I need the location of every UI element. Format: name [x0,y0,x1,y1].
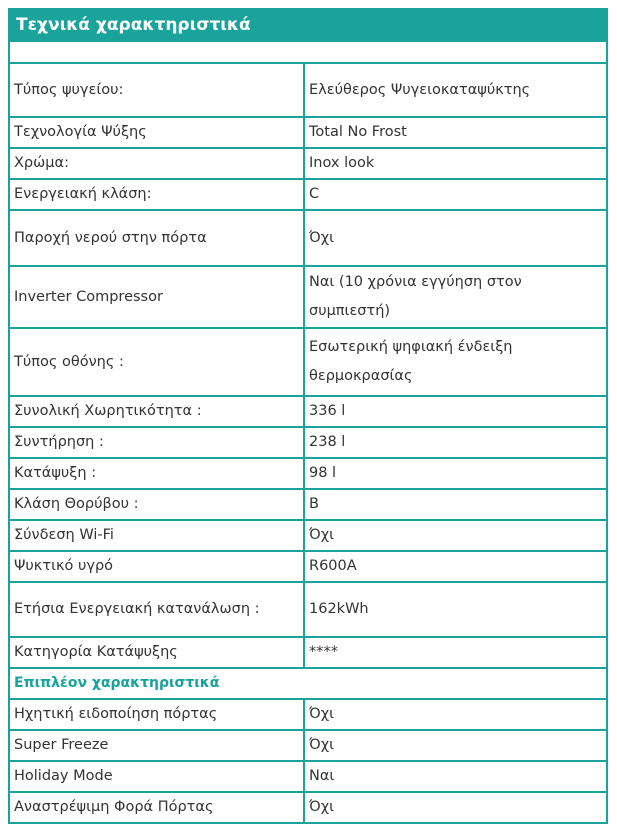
table-row [9,396,607,427]
row-value: 98 l [304,458,607,489]
row-value: Ναι (10 χρόνια εγγύηση στον συμπιεστή) [304,266,607,328]
row-value: Όχι [304,699,607,730]
table-row [9,179,607,210]
row-label: Τύπος ψυγείου: [9,63,304,117]
row-label: Τύπος οθόνης : [9,328,304,396]
row-label: Holiday Mode [9,761,304,792]
table-row [9,582,607,637]
row-label: Ενεργειακή κλάση: [9,179,304,210]
row-label: Ψυκτικό υγρό [9,551,304,582]
row-value: **** [304,637,607,668]
section-heading: Επιπλέον χαρακτηριστικά [9,668,607,699]
section-row [9,668,607,699]
table-row [9,117,607,148]
row-value: B [304,489,607,520]
row-label: Σύνδεση Wi-Fi [9,520,304,551]
row-label: Παροχή νερού στην πόρτα [9,210,304,266]
row-value: Εσωτερική ψηφιακή ένδειξη θερμοκρασίας [304,328,607,396]
row-value: 162kWh [304,582,607,637]
table-row [9,520,607,551]
table-row [9,489,607,520]
table-row [9,730,607,761]
table-row [9,792,607,823]
table-row [9,63,607,117]
table-title: Τεχνικά χαρακτηριστικά [9,9,607,41]
row-label: Αναστρέψιμη Φορά Πόρτας [9,792,304,823]
table-row [9,148,607,179]
row-label: Κατηγορία Κατάψυξης [9,637,304,668]
table-row [9,458,607,489]
row-label: Κατάψυξη : [9,458,304,489]
row-label: Super Freeze [9,730,304,761]
row-value: C [304,179,607,210]
table-row [9,551,607,582]
row-value: Όχι [304,520,607,551]
table-row [9,210,607,266]
table-row [9,699,607,730]
blank-cell [9,41,607,63]
row-label: Inverter Compressor [9,266,304,328]
row-label: Ηχητική ειδοποίηση πόρτας [9,699,304,730]
spec-table [8,8,608,824]
row-value: 238 l [304,427,607,458]
row-label: Κλάση Θορύβου : [9,489,304,520]
row-label: Συντήρηση : [9,427,304,458]
row-label: Τεχνολογία Ψύξης [9,117,304,148]
table-row [9,637,607,668]
row-label: Χρώμα: [9,148,304,179]
table-row [9,427,607,458]
row-value: Όχι [304,792,607,823]
row-value: Ναι [304,761,607,792]
table-row [9,266,607,328]
row-label: Συνολική Χωρητικότητα : [9,396,304,427]
row-value: R600A [304,551,607,582]
row-value: Όχι [304,730,607,761]
table-row [9,761,607,792]
row-value: 336 l [304,396,607,427]
row-label: Ετήσια Ενεργειακή κατανάλωση : [9,582,304,637]
row-value: Inox look [304,148,607,179]
title-row [9,9,607,41]
table-row [9,328,607,396]
row-value: Όχι [304,210,607,266]
row-value: Total No Frost [304,117,607,148]
row-value: Ελεύθερος Ψυγειοκαταψύκτης [304,63,607,117]
blank-row [9,41,607,63]
